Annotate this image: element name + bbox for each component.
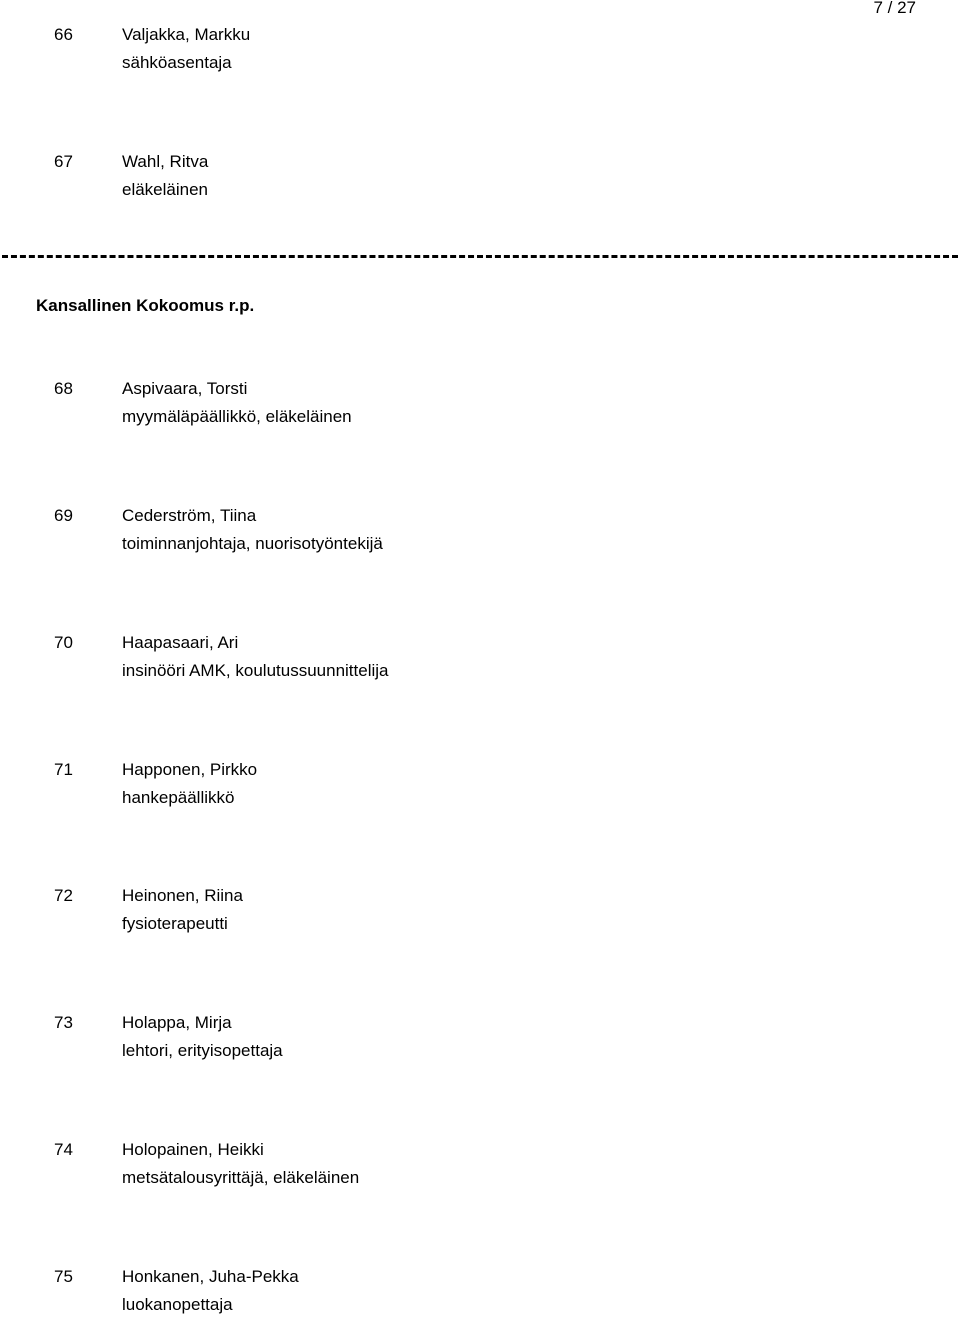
candidate-entry <box>0 756 900 816</box>
candidate-occupation: fysioterapeutti <box>122 914 228 933</box>
candidate-entry <box>0 148 900 208</box>
candidate-occupation: sähköasentaja <box>122 53 232 72</box>
candidate-name: Honkanen, Juha-Pekka <box>122 1267 299 1286</box>
candidate-entry <box>0 1136 900 1196</box>
candidate-number: 67 <box>54 152 73 171</box>
candidate-occupation: luokanopettaja <box>122 1295 233 1314</box>
candidate-occupation: eläkeläinen <box>122 180 209 199</box>
candidate-number: 75 <box>54 1267 73 1286</box>
candidate-number: 70 <box>54 633 73 652</box>
candidate-entry <box>0 502 900 562</box>
candidate-name: Happonen, Pirkko <box>122 760 258 779</box>
candidate-number: 72 <box>54 886 73 905</box>
candidate-occupation: lehtori, erityisopettaja <box>122 1041 283 1060</box>
candidate-occupation: insinööri AMK, koulutussuunnittelija <box>122 661 389 680</box>
candidate-entry <box>0 375 900 435</box>
candidate-name: Wahl, Ritva <box>122 152 209 171</box>
page-number: 7 / 27 <box>873 0 916 17</box>
candidate-name: Aspivaara, Torsti <box>122 379 248 398</box>
candidate-entry <box>0 629 900 689</box>
candidate-name: Haapasaari, Ari <box>122 633 239 652</box>
candidate-entry <box>0 882 900 942</box>
candidate-entry <box>0 1009 900 1069</box>
candidate-name: Cederström, Tiina <box>122 506 257 525</box>
section-separator <box>2 255 958 258</box>
candidate-occupation: metsätalousyrittäjä, eläkeläinen <box>122 1168 360 1187</box>
candidate-number: 74 <box>54 1140 73 1159</box>
candidate-number: 68 <box>54 379 73 398</box>
candidate-entry <box>0 1263 900 1323</box>
candidate-entry <box>0 21 900 81</box>
candidate-name: Valjakka, Markku <box>122 25 251 44</box>
candidate-occupation: hankepäällikkö <box>122 788 235 807</box>
candidate-name: Holappa, Mirja <box>122 1013 232 1032</box>
candidate-name: Heinonen, Riina <box>122 886 243 905</box>
candidate-name: Holopainen, Heikki <box>122 1140 264 1159</box>
candidate-number: 71 <box>54 760 73 779</box>
candidate-number: 66 <box>54 25 73 44</box>
candidate-occupation: toiminnanjohtaja, nuorisotyöntekijä <box>122 534 383 553</box>
candidate-number: 69 <box>54 506 73 525</box>
candidate-number: 73 <box>54 1013 73 1032</box>
candidate-occupation: myymäläpäällikkö, eläkeläinen <box>122 407 352 426</box>
party-heading: Kansallinen Kokoomus r.p. <box>36 296 255 315</box>
